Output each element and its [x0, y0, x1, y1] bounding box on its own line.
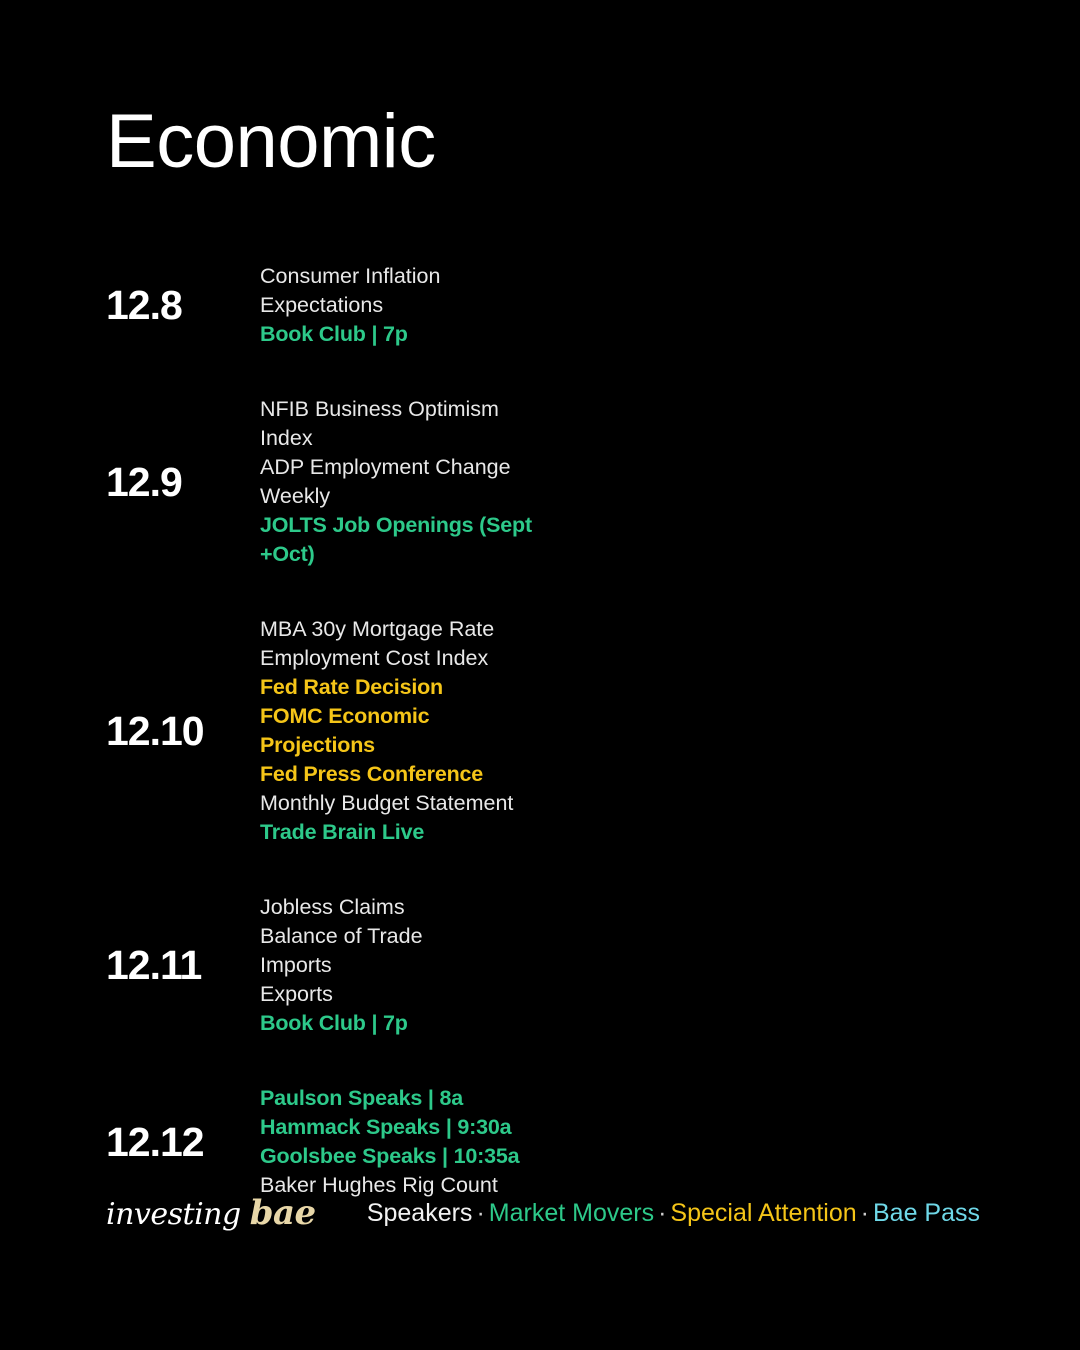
legend-item: Speakers [366, 1199, 473, 1227]
legend [367, 1199, 980, 1228]
legend-separator: · [860, 1199, 869, 1227]
schedule-day-row [106, 395, 906, 569]
day-date: 12.11 [106, 942, 202, 988]
schedule-day-row [106, 1084, 906, 1200]
brand-logo [106, 1193, 316, 1233]
event-item: Consumer Inflation Expectations [260, 264, 441, 317]
day-events [258, 893, 906, 1038]
page-title: Economic [106, 99, 436, 184]
event-item: Book Club | 7p [260, 1011, 408, 1035]
schedule-day-row [106, 615, 906, 847]
event-item: Monthly Budget Statement [260, 791, 514, 815]
legend-item: Market Movers [488, 1199, 655, 1227]
day-date: 12.8 [106, 282, 182, 328]
day-date: 12.12 [106, 1118, 204, 1165]
event-item: FOMC Economic Projections [260, 704, 430, 757]
schedule-day-row [106, 893, 906, 1038]
event-item: NFIB Business Optimism Index [260, 397, 499, 450]
event-item: Fed Rate Decision [260, 675, 443, 699]
event-item: Balance of Trade [260, 924, 423, 948]
brand-word-investing: investing [106, 1197, 250, 1232]
day-events [258, 395, 906, 569]
schedule-day-row [106, 262, 906, 349]
event-item: Jobless Claims [260, 895, 405, 919]
brand-word-bae: bae [249, 1193, 316, 1233]
schedule-list [106, 262, 906, 1246]
event-item: Hammack Speaks | 9:30a [260, 1115, 512, 1139]
event-item: Book Club | 7p [260, 322, 408, 346]
event-item: Trade Brain Live [260, 820, 425, 844]
day-date: 12.10 [106, 707, 204, 754]
legend-item: Bae Pass [872, 1199, 980, 1227]
day-events [258, 615, 906, 847]
event-item: Employment Cost Index [260, 646, 489, 670]
event-item: Fed Press Conference [260, 762, 484, 786]
event-item: Exports [260, 982, 333, 1006]
event-item: Baker Hughes Rig Count [260, 1173, 498, 1197]
footer [0, 1185, 1080, 1265]
event-item: JOLTS Job Openings (Sept +Oct) [260, 513, 532, 566]
day-events [258, 1084, 906, 1200]
legend-separator: · [658, 1199, 667, 1227]
event-item: Paulson Speaks | 8a [260, 1086, 463, 1110]
day-events [258, 262, 906, 349]
event-item: MBA 30y Mortgage Rate [260, 617, 495, 641]
day-date: 12.9 [106, 458, 182, 505]
legend-item: Special Attention [670, 1199, 857, 1227]
event-item: Imports [260, 953, 332, 977]
legend-separator: · [476, 1199, 485, 1227]
event-item: Goolsbee Speaks | 10:35a [260, 1144, 520, 1168]
event-item: ADP Employment Change Weekly [260, 455, 511, 508]
